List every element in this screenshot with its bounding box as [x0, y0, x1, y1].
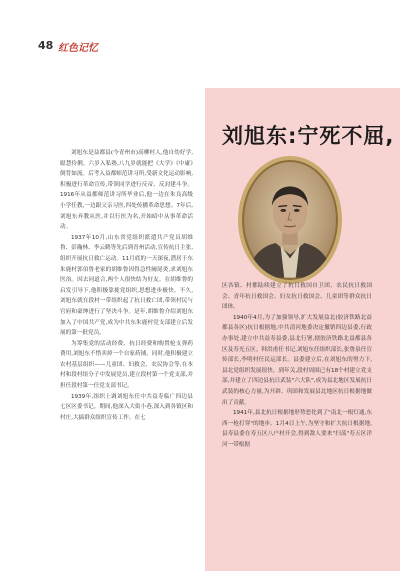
paragraph: 刘旭东是益都县(今青州市)高柳村人,他自幼好学,聪慧伶俐。六岁入私塾,八九岁就能把《大学》《中庸》倒背如流。后考入益都师范讲习所,受新文化运动影响,积极进行革命宣传,带领同学进行反帝、反封建斗争。1916年从益都师范讲习所毕业后,他一边在朱良高级小学任教,一边跟父亲习医,四处传播革命思想。7年后,刘旭东弃教从医,并以行医为名,开始暗中从事革命活动。	[60, 150, 193, 231]
paragraph: 1937年10月,山东省党组织派遣共产党员胡维鲁、彭瀚林、李云鹤等先后到青州活动,宣传抗日主张,组织开展抗日救亡运动。11月底的一天深夜,潜居于东朱鹿村郭伯鲁老家的胡维鲁因得急性阑尾炎,求刘旭东医治。因去同道合,两个人很快结为好友。在胡维鲁的启发引导下,他积极靠拢党组织,思想进步极快。不久,刘旭东就在段村一带组织起了抗日救亡团,带领村民与官府和豪绅进行了坚决斗争。是年,胡维鲁介绍刘旭东加入了中国共产党,成为中共东朱鹿村党支部建立后发展的第一批党员。	[60, 234, 193, 337]
portrait-photo	[238, 156, 342, 284]
left-column-text	[60, 148, 193, 423]
paragraph: 1940年4月,为了加强领导,扩大发展益北(胶济铁路北益都县各区)抗日根据地,中共清河地委决定撤销四边县委,行政办事处,建立中共益寿县委,县北行署,辖胶济铁路北益都县各区及寿光五区。韩洪甫任书记,刘旭东任组织部长,张鲁泉任宣传部长,李明村任民运部长。县委建立后,在刘旭东的努力下,县北党组织发展很快。到年关,段村周围已有18个村建立党支部,并建立了四边县抗日武装"六大队",成为县北地区发展抗日武装的核心力量,为开辟、巩固和发展县北地区抗日根据地做出了贡献。	[222, 314, 372, 406]
article-headline: 刘旭东:宁死不屈,	[222, 124, 395, 148]
page-number: 48	[38, 39, 54, 52]
paragraph: 区各镇、村都陆续建立了抗日救国自卫团、农民抗日救国会、青年抗日救国会、妇女抗日救国会、儿童团等群众抗日团体。	[222, 283, 372, 311]
paragraph: 1941年,县北抗日根据地形势恶化到了"南北一根灯通,东西一枪打穿"的地步。1月4日上午,为坚守和扩大抗日根据地,县寿县委在寿五区八户村开会,得到敌人要来"扫荡"寿五区洋河一带根据	[222, 410, 372, 448]
section-tag: 红色记忆	[58, 43, 98, 54]
portrait-figure-icon	[242, 160, 338, 280]
paragraph: 1939年,组织上调刘旭东任中共益寿临广四边县七区区委书记。期间,他深入大街小巷,深入到各镇区和村庄,大搞群众组织宣传工作。在七	[60, 393, 193, 421]
right-column-text	[222, 281, 372, 451]
paragraph: 为筹集党的活动经费、抗日经费和购置枪支弹药费用,刘旭东不惜卖掉一个自家药铺。同时,他积极建立农村基层组织——儿童团、妇救会、农民协会等,在本村和段村组分子中发展党员,建立段村第一个党支部,并担任段村第一任党支部书记。	[60, 340, 193, 390]
